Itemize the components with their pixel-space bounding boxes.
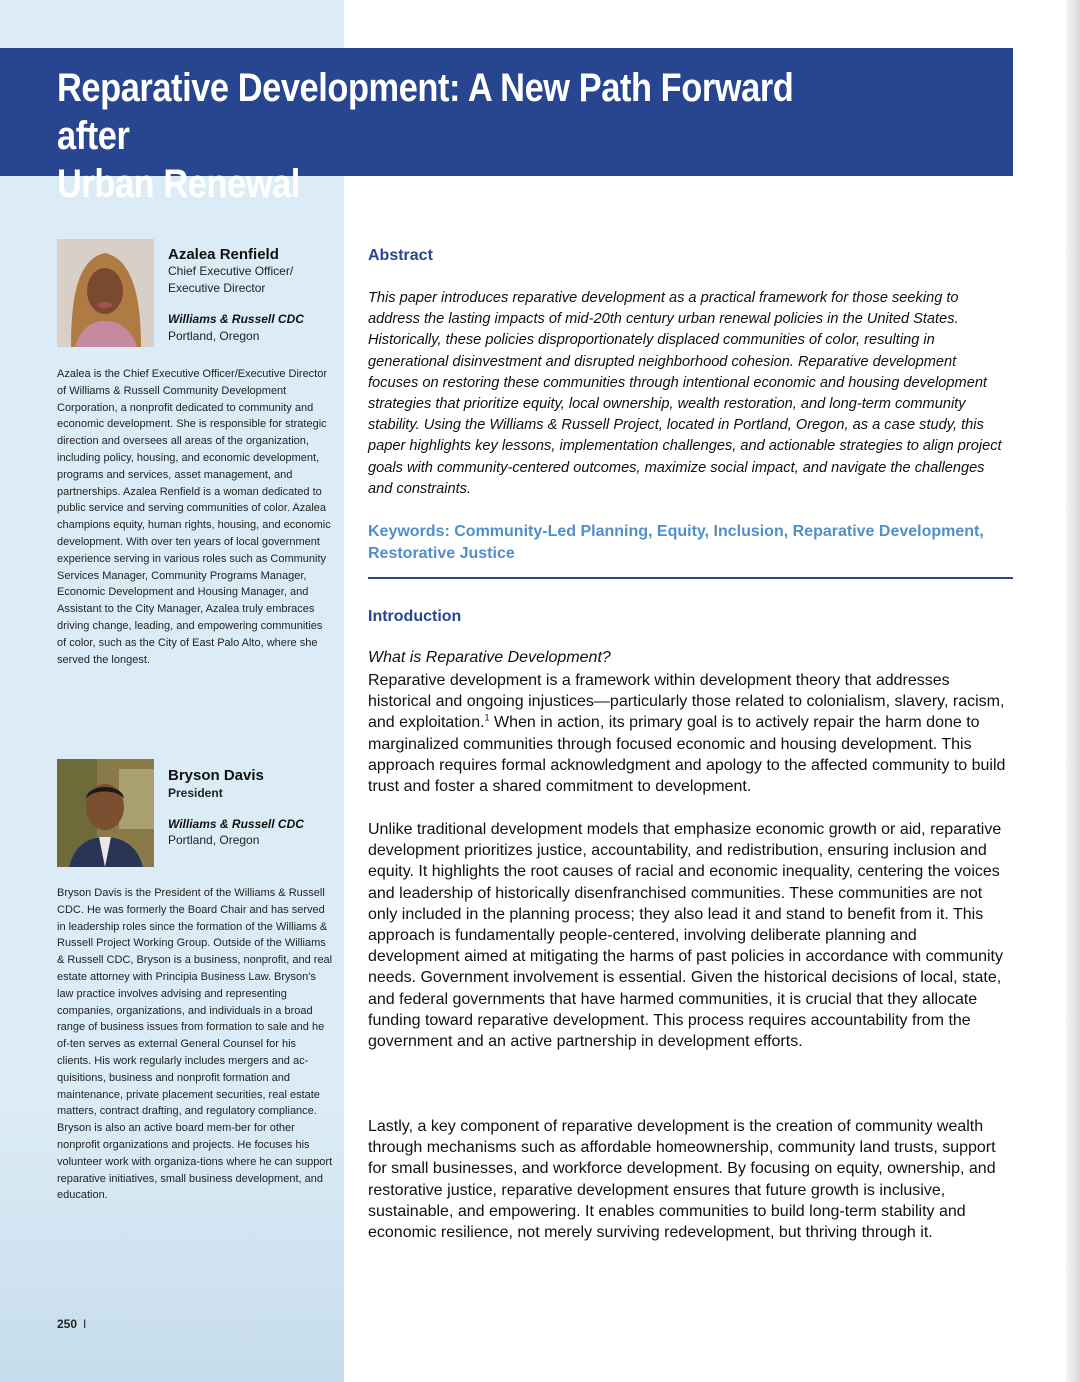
author-organization: Williams & Russell CDC bbox=[168, 312, 304, 326]
page-edge bbox=[1066, 0, 1080, 1382]
introduction-subheading: What is Reparative Development? bbox=[368, 649, 611, 666]
body-paragraph: Unlike traditional development models that emphasize economic growth or aid, reparative development prioritizes justice, accountability, and redistribution, ensuring inclusion and equity. It highlights the root causes of racial and economic inequality, centering the voices and leadership of historically disenfranchised communities. These communities are not only included in the planning process; they also lead it and stand to benefit from it. This approach is fundamentally people-centered, involving deliberate planning and development aimed at mitigating the harms of past policies in accordance with community needs. Government involvement is essential. Given the historical decisions of local, state, and federal governments that have harmed communities, it is crucial that they allocate funding toward reparative development. This process requires accountability from the government and an active partnership in development efforts. bbox=[368, 821, 1003, 1051]
paragraph-text: Reparative development is a framework within development theory that addresses historical and ongoing injustices—particularly those related to colonialism, slavery, racism, and exploitation. bbox=[368, 672, 1005, 732]
body-paragraph bbox=[368, 670, 1008, 797]
page-number-separator: I bbox=[83, 1317, 87, 1331]
author-name: Azalea Renfield bbox=[168, 246, 279, 263]
author-bio: Bryson Davis is the President of the Williams & Russell CDC. He was formerly the Board Chair and has served in leadership roles since the formation of the Williams & Russell Project Working Group. Outside of the Williams & Russell CDC, Bryson is a business, nonprofit, and real estate attorney with Principia Business Law. Bryson's law practice involves advising and representing companies, organizations, and individuals in a broad range of business issues from formation to sale and he of-ten serves as external General Counsel for his clients. His work regularly includes mergers and ac-quisitions, business and nonprofit formation and maintenance, private placement securities, real estate matters, contract drafting, and regulatory compliance. Bryson is also an active board mem-ber for other nonprofit organizations and projects. He focuses his volunteer work with organiza-tions where he can support reparative initiatives, small business development, and education. bbox=[57, 887, 333, 1202]
abstract-heading: Abstract bbox=[368, 247, 433, 264]
author-role-line: Executive Director bbox=[168, 281, 266, 295]
author-bio: Azalea is the Chief Executive Officer/Executive Director of Williams & Russell Community Development Corporation, a nonprofit dedicated to community and economic development. She is responsible for strategic direction and oversees all areas of the organization, including policy, housing, and economic development, programs and services, asset management, and partnerships. Azalea Renfield is a woman dedicated to public service and serving communities of color. Azalea champions equity, human rights, housing, and economic development. With over ten years of local government experience serving in various roles such as Community Services Manager, Community Programs Manager, Economic Development and Housing Manager, and Assistant to the City Manager, Azalea truly embraces driving change, leading, and empowering communities of color, such as the City of East Palo Alto, where she served the longest. bbox=[57, 368, 331, 666]
author-photo-bryson bbox=[57, 759, 154, 867]
author-location: Portland, Oregon bbox=[168, 833, 260, 847]
page-number-value: 250 bbox=[57, 1317, 78, 1331]
keywords: Keywords: Community-Led Planning, Equity, Inclusion, Reparative Development, Restorative Justice bbox=[368, 523, 984, 562]
paragraph-text: When in action, its primary goal is to actively repair the harm done to marginalized communities through focused economic and housing development. This approach requires formal acknowledgment and apology to the affected community to build trust and foster a shared commitment to development. bbox=[368, 714, 1006, 796]
author-organization: Williams & Russell CDC bbox=[168, 817, 304, 831]
abstract-text: This paper introduces reparative development as a practical framework for those seeking to address the lasting impacts of mid-20th century urban renewal policies in the United States. Historically, these policies disproportionately displaced communities of color, resulting in generational disinvestment and disrupted neighborhood cohesion. Reparative development focuses on restoring these communities through intentional economic and housing development strategies that prioritize equity, local ownership, wealth restoration, and long-term community stability. Using the Williams & Russell Project, located in Portland, Oregon, as a case study, this paper highlights key lessons, implementation challenges, and actionable strategies to align project goals with community-centered outcomes, maximize social impact, and navigate the challenges and constraints. bbox=[368, 290, 1002, 497]
page-number bbox=[57, 1317, 86, 1331]
section-divider bbox=[368, 577, 1013, 579]
footnote-marker[interactable]: 1 bbox=[484, 713, 490, 724]
author-role-line: Chief Executive Officer/ bbox=[168, 264, 294, 278]
introduction-heading: Introduction bbox=[368, 608, 462, 625]
article-title-line1: Reparative Development: A New Path Forward after bbox=[57, 66, 794, 158]
article-title-line2: Urban Renewal bbox=[57, 162, 300, 206]
author-role: President bbox=[168, 786, 223, 800]
author-role bbox=[168, 263, 338, 297]
author-photo-azalea bbox=[57, 239, 154, 347]
author-location: Portland, Oregon bbox=[168, 329, 260, 343]
article-title bbox=[57, 64, 831, 208]
body-paragraph: Lastly, a key component of reparative development is the creation of community wealth through mechanisms such as affordable homeownership, community land trusts, support for small businesses, and workforce development. By focusing on equity, ownership, and restorative justice, reparative development ensures that future growth is inclusive, sustainable, and empowering. It enables communities to build long-term stability and economic resilience, not merely surviving redevelopment, but thriving through it. bbox=[368, 1118, 996, 1242]
author-name: Bryson Davis bbox=[168, 767, 264, 784]
